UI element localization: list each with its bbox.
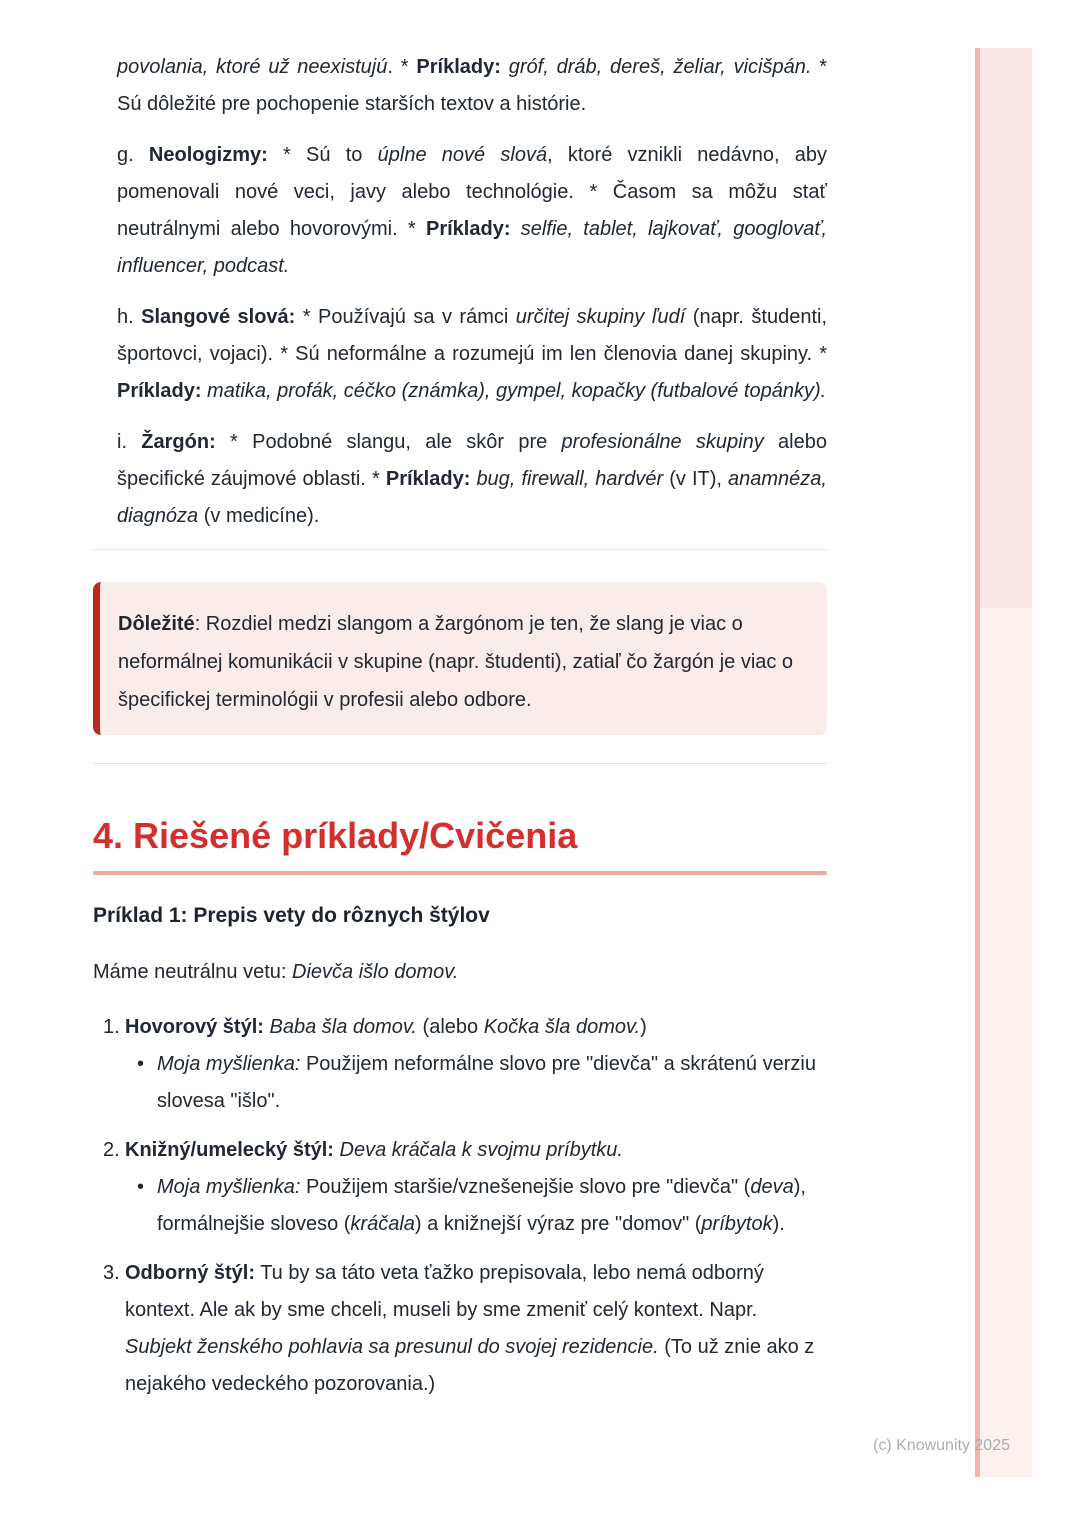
important-note-callout bbox=[93, 582, 827, 735]
example-intro: Máme neutrálnu vetu: Dievča išlo domov. bbox=[93, 961, 459, 983]
exercise-list bbox=[93, 1009, 827, 1403]
decorative-right-bar bbox=[975, 48, 1032, 1477]
paragraph-historizmy-continuation: povolania, ktoré už neexistujú. * Príklady: gróf, dráb, dereš, želiar, vicišpán. * Sú dôležité pre pochopenie starších textov a histórie. bbox=[117, 56, 828, 115]
list-number: 2. bbox=[103, 1139, 120, 1161]
list-item-body bbox=[125, 1255, 827, 1403]
paragraph-slangove-slova: h. Slangové slová: * Používajú sa v rámci určitej skupiny ľudí (napr. študenti, športovci, vojaci). * Sú neformálne a rozumejú im len členovia danej skupiny. * Príklady: matika, profák, céčko (známka), gympel, kopačky (futbalové topánky). bbox=[117, 306, 827, 402]
list-item-odborny-styl bbox=[93, 1255, 827, 1403]
important-note-text: Dôležité: Rozdiel medzi slangom a žargónom je ten, že slang je viac o neformálnej komunikácii v skupine (napr. študenti), zatiaľ čo žargón je viac o špecifickej terminológii v profesii alebo odbore. bbox=[118, 613, 794, 711]
section-divider-bottom bbox=[93, 763, 827, 764]
section-title: 4. Riešené príklady/Cvičenia bbox=[93, 813, 827, 875]
list-item-body bbox=[125, 1009, 827, 1120]
list-item-main-text: Hovorový štýl: Baba šla domov. (alebo Kočka šla domov.) bbox=[125, 1016, 647, 1038]
list-item-body bbox=[125, 1132, 827, 1243]
paragraph-neologizmy: g. Neologizmy: * Sú to úplne nové slová, ktoré vznikli nedávno, aby pomenovali nové veci, javy alebo technológie. * Časom sa môžu stať neutrálnymi alebo hovorovými. * Príklady: selfie, tablet, lajkovať, googlovať, influencer, podcast. bbox=[117, 144, 828, 277]
sub-bullet-item bbox=[125, 1046, 827, 1120]
sub-bullet-text: Moja myšlienka: Použijem neformálne slovo pre "dievča" a skrátenú verziu slovesa "išlo". bbox=[157, 1053, 816, 1112]
list-item-knizny-umelecky-styl bbox=[93, 1132, 827, 1243]
sub-bullet-text: Moja myšlienka: Použijem staršie/vznešenejšie slovo pre "dievča" (deva), formálnejšie sloveso (kráčala) a knižnejší výraz pre "domov" (príbytok). bbox=[157, 1176, 806, 1235]
paragraph-zargon: i. Žargón: * Podobné slangu, ale skôr pre profesionálne skupiny alebo špecifické záujmové oblasti. * Príklady: bug, firewall, hardvér (v IT), anamnéza, diagnóza (v medicíne). bbox=[117, 431, 827, 527]
sub-bullet-item bbox=[125, 1169, 827, 1243]
list-item-main-text: Odborný štýl: Tu by sa táto veta ťažko prepisovala, lebo nemá odborný kontext. Ale ak by sme chceli, museli by sme zmeniť celý kontext. Napr. Subjekt ženského pohlavia sa presunul do svojej rezidencie. (To už znie ako z nejakého vedeckého pozorovania.) bbox=[125, 1262, 815, 1395]
list-item-main-text: Knižný/umelecký štýl: Deva kráčala k svojmu príbytku. bbox=[125, 1139, 623, 1161]
list-number: 1. bbox=[103, 1016, 120, 1038]
list-item-hovorovy-styl bbox=[93, 1009, 827, 1120]
example-title: Príklad 1: Prepis vety do rôznych štýlov bbox=[93, 904, 490, 927]
copyright-watermark: (c) Knowunity 2025 bbox=[873, 1437, 1010, 1454]
page-content bbox=[93, 0, 827, 1415]
section-divider-top bbox=[93, 549, 827, 550]
bullet-icon: • bbox=[137, 1176, 145, 1198]
list-number: 3. bbox=[103, 1262, 120, 1284]
bullet-icon: • bbox=[137, 1053, 145, 1075]
decorative-right-bar-top-section bbox=[980, 48, 1032, 608]
